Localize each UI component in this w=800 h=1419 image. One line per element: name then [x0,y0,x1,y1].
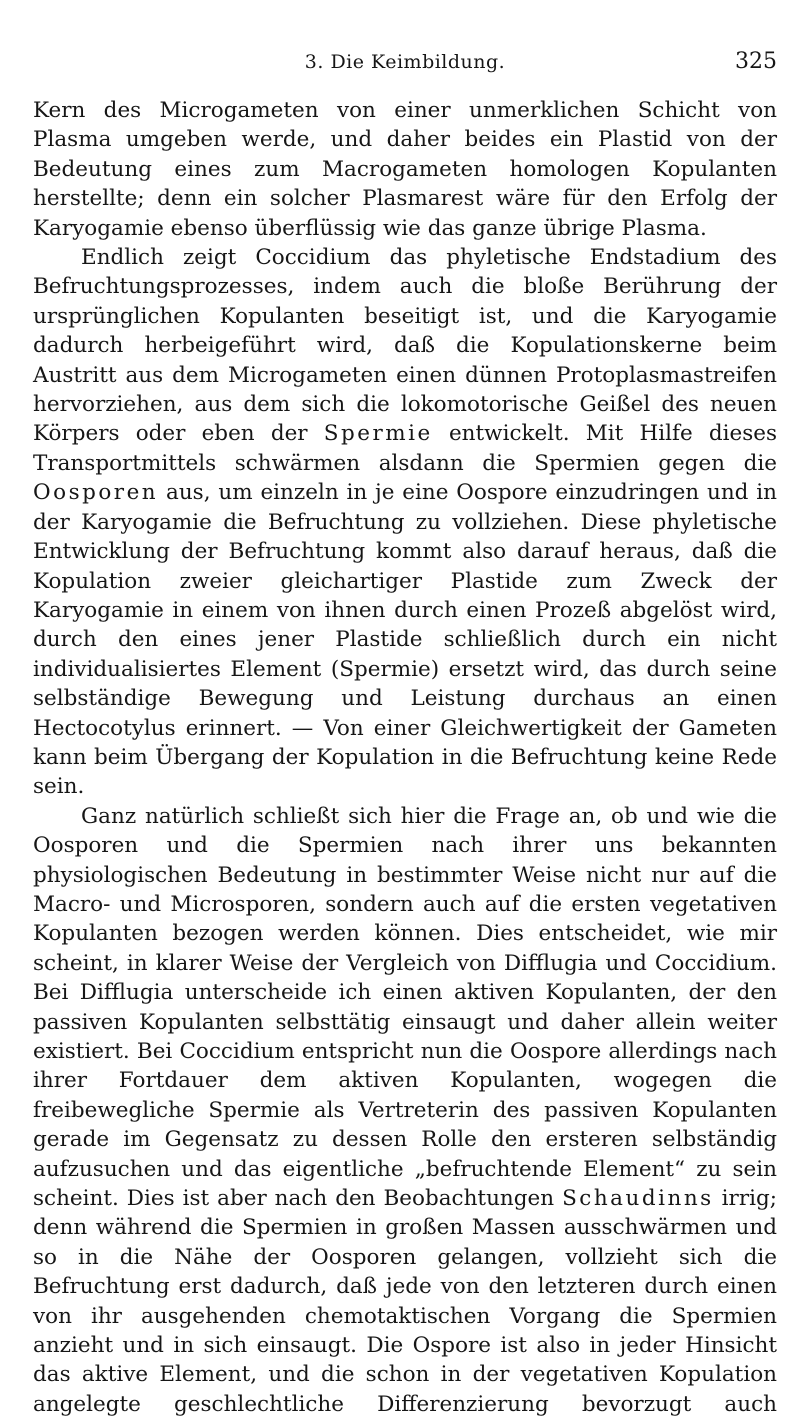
paragraph [33,243,777,802]
emphasized-text: Schaudinns [562,1186,714,1212]
book-page [33,0,778,1417]
chapter-heading: 3. Die Keimbildung. [304,51,506,73]
text-run: Kern des Microgameten von einer unmerklichen Schicht von Plasma umgeben werde, und daher beides ein Plastid von der Bedeutung eines zum Macrogameten homologen Kopulanten herstellte; denn ein solcher Plasmarest wäre für den Erfolg der Karyogamie ebenso überflüssig wie das ganze übrige Plasma. [33,98,777,241]
paragraph [33,96,777,243]
text-run: entwickelt. Mit Hilfe dieses Transportmittels schwärmen alsdann die Spermien gegen die [33,421,778,476]
text-run: aus, um einzeln in je eine Oospore einzudringen und in der Karyogamie die Befruchtung zu vollziehen. Diese phyletische Entwicklung der Befruchtung kommt also darauf heraus, daß die Kopulation zweier gleichartiger Plastide zum Zweck der Karyogamie in einem von ihnen durch einen Prozeß abgelöst wird, durch den eines jener Plastide schließlich durch ein nicht individualisiertes Element (Spermie) ersetzt wird, das durch seine selbständige Bewegung und Leistung durchaus an einen Hectocotylus erinnert. — Von einer Gleichwertigkeit der Gameten kann beim Übergang der Kopulation in die Befruchtung keine Rede sein. [33,480,777,800]
emphasized-text: Oosporen [33,480,159,506]
page-number: 325 [735,49,777,74]
text-run: Ganz natürlich schließt sich hier die Frage an, ob und wie die Oosporen und die Spermien nach ihrer uns bekannten physiologischen Bedeutung in bestimmter Weise nicht nur auf die Macro- und Microsporen, sondern auch auf die ersten vegetativen Kopulanten bezogen werden können. Dies entscheidet, wie mir scheint, in klarer Weise der Vergleich von Difflugia und Coccidium. Bei Difflugia unterscheide ich einen aktiven Kopulanten, der den passiven Kopulanten selbsttätig einsaugt und daher allein weiter existiert. Bei Coccidium entspricht nun die Oospore allerdings nach ihrer Fortdauer dem aktiven Kopulanten, wogegen die freibewegliche Spermie als Vertreterin des passiven Kopulanten gerade im Gegensatz zu dessen Rolle den ersteren selbständig aufzusuchen und das eigentliche „befruchtende Element“ zu sein scheint. Dies ist aber nach den Beobachtungen [33,803,777,1212]
text-run: Endlich zeigt Coccidium das phyletische Endstadium des Befruchtungsprozesses, indem auch die bloße Berührung der ursprünglichen Kopulanten beseitigt ist, und die Karyogamie dadurch herbeigeführt wird, daß die Kopulationskerne beim Austritt aus dem Microgameten einen dünnen Protoplasmastreifen hervorziehen, aus dem sich die lokomotorische Geißel des neuen Körpers oder eben der [33,245,777,447]
paragraph [33,802,777,1419]
body-text [33,96,777,1419]
text-run: irrig; denn während die Spermien in großen Massen ausschwärmen und so in die Nähe der Oosporen gelangen, vollzieht sich die Befruchtung erst dadurch, daß jede von den letzteren durch einen von ihr ausgehenden chemotaktischen Vorgang die Spermien anzieht und in sich einsaugt. Die Ospore ist also in jeder Hinsicht das aktive Element, und die schon in der vegetativen Kopulation angelegte geschlechtliche Differenzierung bevorzugt auch [33,1186,777,1417]
running-head [33,0,777,96]
emphasized-text: Spermie [323,421,433,447]
